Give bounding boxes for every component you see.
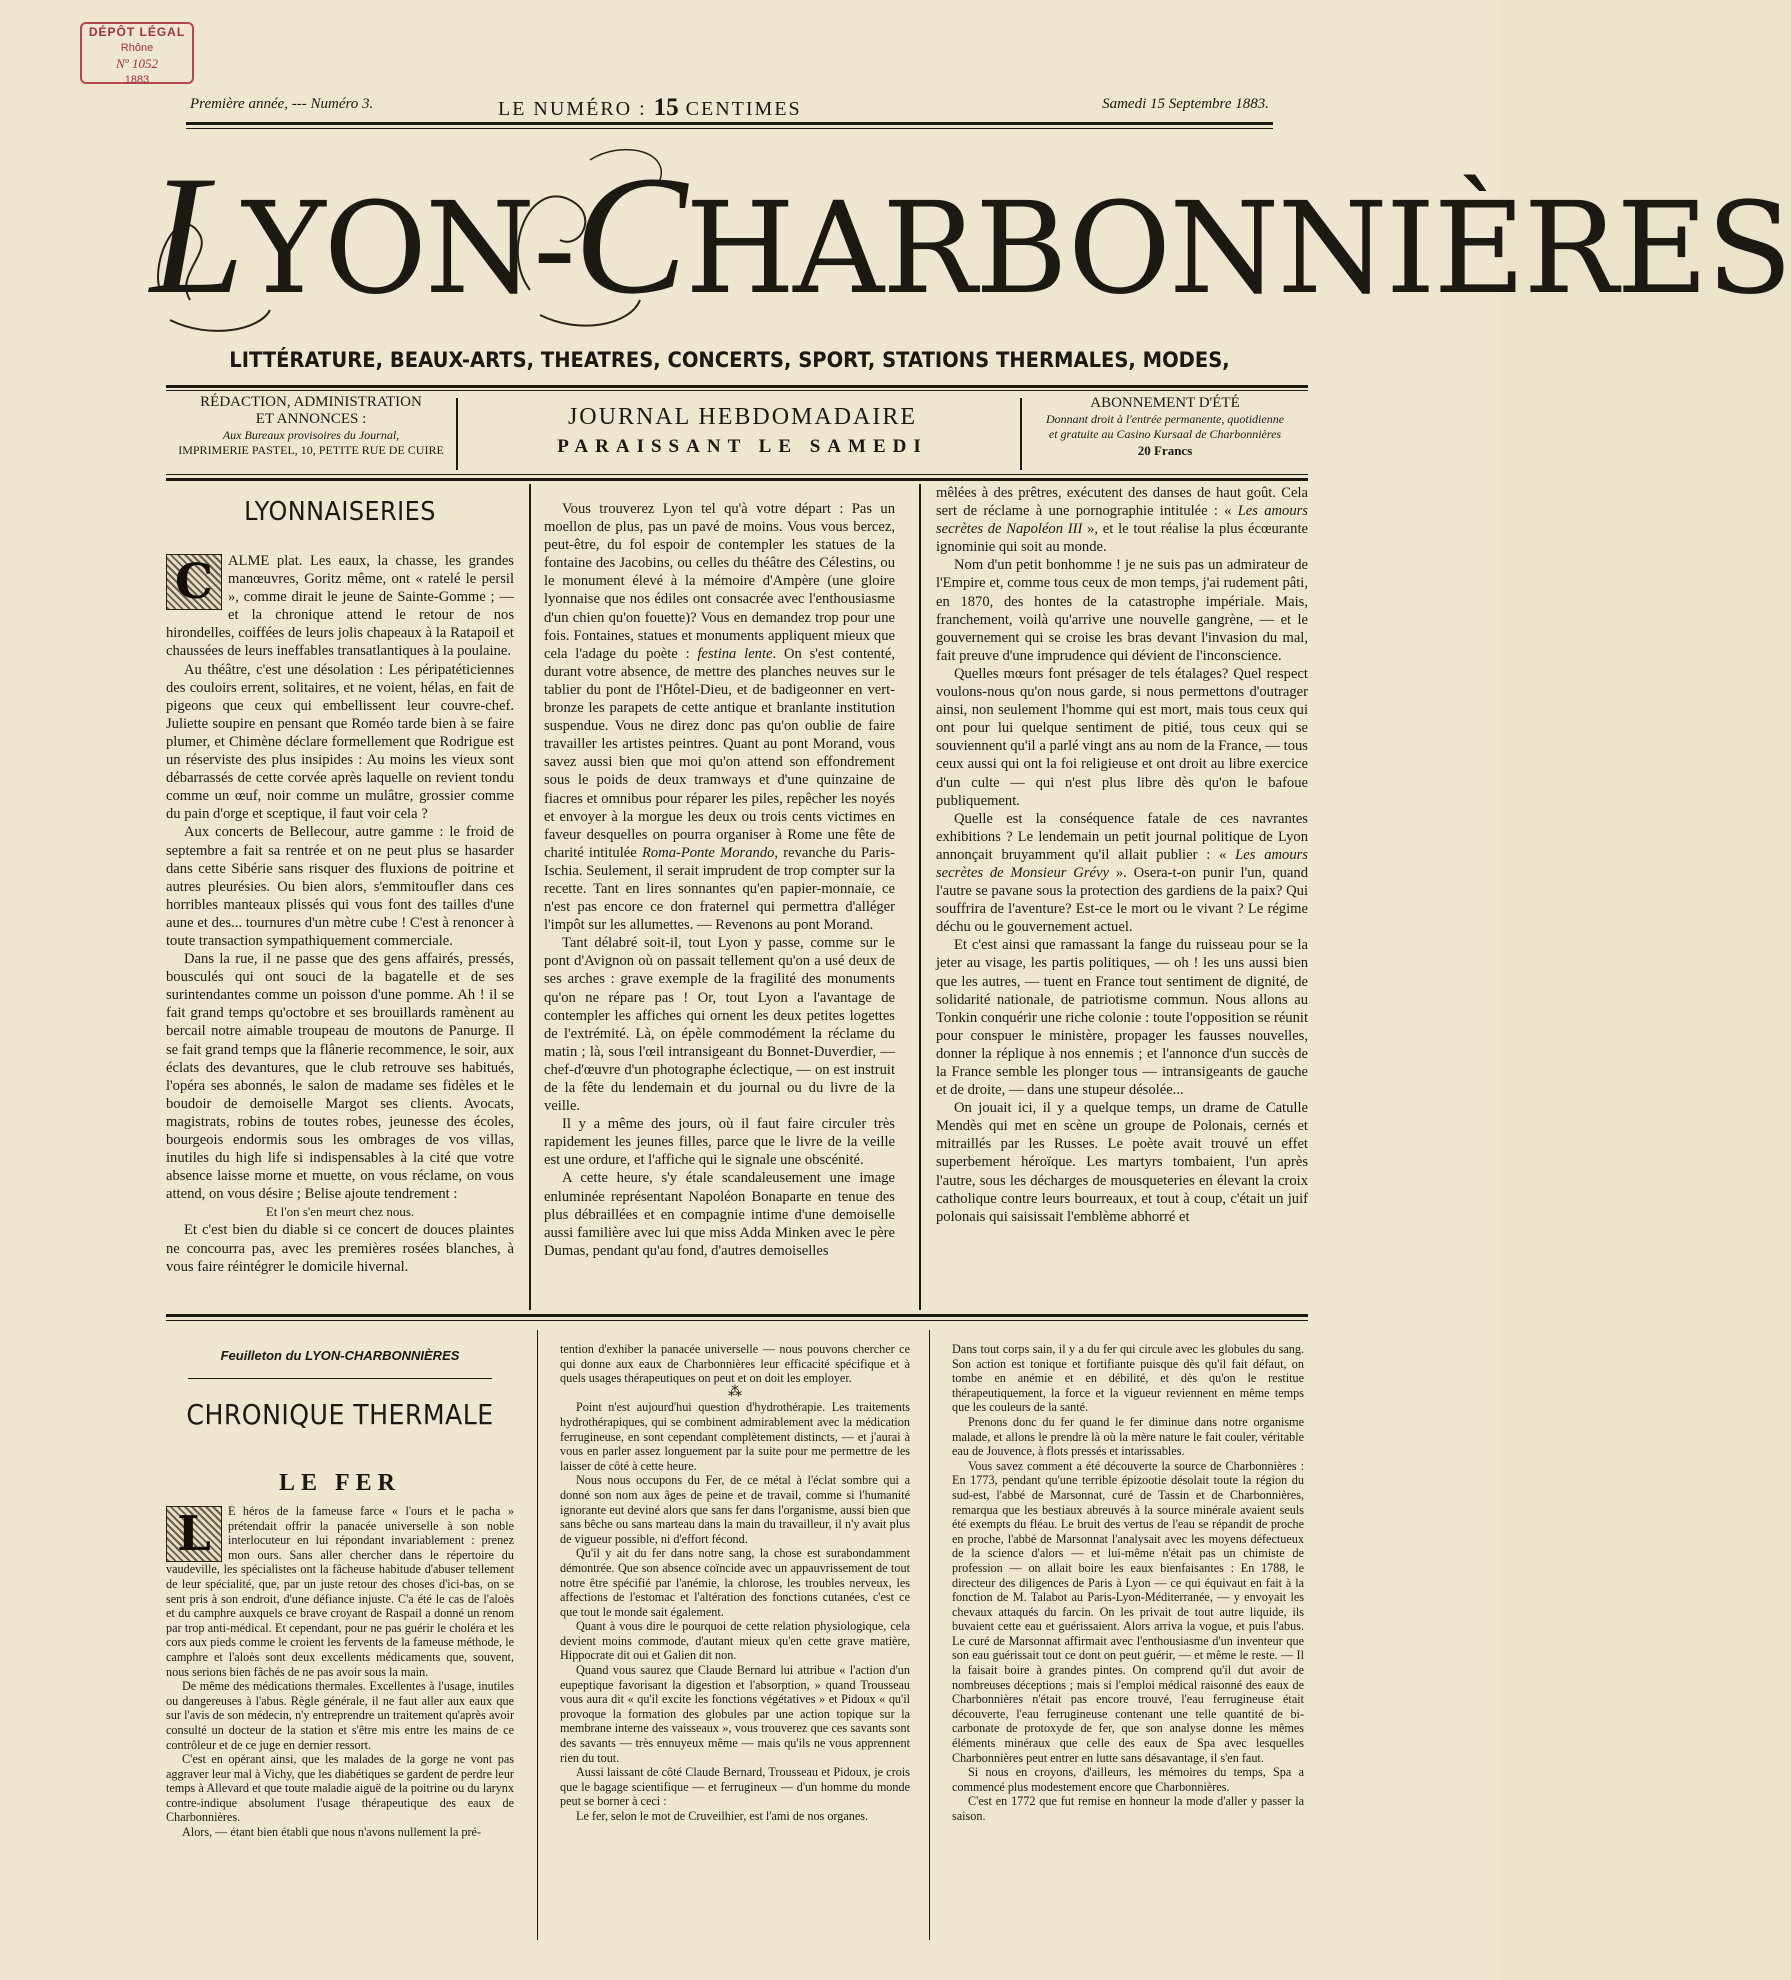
drop-cap-c: C: [166, 554, 222, 610]
legal-deposit-stamp: [80, 22, 194, 84]
newspaper-title: [150, 140, 1791, 344]
feuilleton-f2-p6: Quand vous saurez que Claude Bernard lui attribue « l'action d'un eupeptique favorisant la digestion et l'absorption, » quand Trousseau vous aura dit « qu'il excite les fonctions végétatives » et Pidoux « qu'il provoque la formation des globules par une action topique sur la membrane interne des vaisseaux », vous trouverez que ces savants sont des savants — très ennuyeux même — mais qu'ils ne vous apprennent rien du tout.: [560, 1663, 910, 1765]
info-rule-bottom: [166, 474, 1308, 475]
feuilleton-column-2: [560, 1342, 910, 1824]
issue-number: Première année, --- Numéro 3.: [190, 96, 374, 112]
middle-p1-b: . On s'est contenté, durant votre absence, de mettre des planches neuves sur le tablier du pont de l'Hôtel-Dieu, et de badigeonner en vert-bronze les parapets de cette antique et branlante institution suspendue. Vous ne direz donc pas qu'on oublie de faire travailler les artistes peintres. Quant au pont Morand, vous savez aussi bien que moi qu'on attend son effondrement sous le poids de deux tramways et d'une quinzaine de fiacres et omnibus pour réparer les piles, repêcher les noyés et envoyer à la morgue les deux ou trois cents victimes en faveur desquelles on pourra organiser à Rome une fête de charité intitulée: [544, 645, 895, 861]
right-paragraph-6: On jouait ici, il y a quelque temps, un drame de Catulle Mendès qui met en scène un groupe de Polonais, cernés et mitraillés par les Russes. Le poète avait trouvé un effet superbement héroïque. Les martyrs tombaient, l'un après l'autre, sous les décharges de mousqueteries en élevant la croix catholique contre leurs bourreaux, et tout à coup, c'était un juif polonais qui saisissait l'emblème abhorré et: [936, 1100, 1308, 1225]
lyonnaiseries-p4: Dans la rue, il ne passe que des gens affairés, pressés, bousculés qui ont souci de la bagatelle et de ses surintendantes comme un poisson d'une pomme. Ah ! il se fait grand temps qu'octobre et ses brouillards ramènent au bercail notre aimable troupeau de moutons de Panurge. Il se fait grand temps que la flânerie recommence, le soir, aux éclats des devantures, que le club retrouve ses habitués, l'opéra ses abonnés, le salon de madame ses fidèles et le boudoir de demoiselle Margot ses clients. Avocats, magistrats, robins de toutes robes, jeunesse des écoles, bourgeois endormis sous les ombrages de vos villas, inutiles du high life si indispensables à la cité que votre absence laisse morne et muette, on vous réclame, on vous attend, on vous désire ; Belise ajoute tendrement :: [166, 951, 514, 1203]
info-editorial-a: RÉDACTION, ADMINISTRATION: [200, 394, 422, 410]
lyonnaiseries-p5: Et c'est bien du diable si ce concert de douces plaintes ne concourra pas, avec les premières rosées blanches, à vous faire réintégrer le domicile hivernal.: [166, 1222, 514, 1275]
right-p4-b: ». Osera-t-on punir l'un, quand l'autre se pavane sous la protection des gardiens de la paix? Qui souffrira de l'aventure? Est-ce le mort ou le vivant ? Le régime déchu ou le gouvernement actuel.: [936, 864, 1308, 936]
right-p4-a: Quelle est la conséquence fatale de ces navrantes exhibitions ? Le lendemain un petit journal politique de Lyon annonçait bruyamment qu'il allait publier : «: [936, 810, 1308, 863]
info-journal-type: JOURNAL HEBDOMADAIRE: [567, 404, 918, 430]
feuilleton-f2-p4: Qu'il y ait du fer dans notre sang, la chose est surabondamment démontrée. Que son absence coïncide avec un appauvrissement de tout notre être spécifié par l'anémie, la chlorose, les troubles nerveux, les affections de l'estomac et l'altération des fonctions cutanées, c'est ce que tout le monde sait également.: [560, 1546, 910, 1619]
right-paragraph-2: Nom d'un petit bonhomme ! je ne suis pas un admirateur de l'Empire et, comme tous ceux de mon temps, j'ai rudement pâti, en 1870, des hontes de la catastrophe impériale. Mais, franchement, voilà qu'arrive une nouvelle gangrène, — et le gouvernement qui se croise les bras devant l'invasion du mal, fait preuve d'une imprudence qui dévient de l'inconscience.: [936, 557, 1308, 664]
middle-p1-a: Vous trouverez Lyon tel qu'à votre départ : Pas un moellon de plus, pas un pavé de moins. Vous vous bercez, peut-être, du fol espoir de contempler les statues de la fontaine des Jacobins, ou celles du théâtre des Célestins, ou le monument élevé à la mémoire d'Ampère (une gloire lyonnaise que nos édiles ont consacrée avec l'enthousiasme d'un chien qu'on fouette)? Vous en demandez trop pour une fois. Fontaines, statues et monuments appliquent mieux que cela l'adage du poète :: [544, 501, 895, 662]
info-editorial: [176, 394, 446, 472]
right-paragraph-5: Et c'est ainsi que ramassant la fange du ruisseau pour se la jeter au visage, les partis politiques, — oh ! les uns aussi bien que les autres, — tuent en France tout sentiment de dignité, de solidarité nationale, de patriotisme commun. Nous allons au Tonkin conquérir une riche colonie : toute l'opposition se réunit pour conspuer le ministère, propager les fausses nouvelles, donner la réplique à nos ennemis ; et l'annonce d'un succès de la France semble les plonger tous — intransigeants de gauche et de droite, — dans une stupeur désolée...: [936, 937, 1308, 1099]
info-subscription-price: 20 Francs: [1137, 443, 1193, 458]
feuilleton-p3: C'est en opérant ainsi, que les malades de la gorge ne vont pas aggraver leur mal à Vichy, que les diabétiques se gardent de perdre leur temps à Allevard et que toute maladie aiguë de la poitrine ou du larynx contre-indique absolument l'usage thérapeutique des eaux de Charbonnières.: [166, 1752, 514, 1825]
feuilleton-f3-p3: Vous savez comment a été découverte la source de Charbonnières : En 1773, pendant qu'une terrible épizootie désolait toute la région du sud-est, l'abbé de Marsonnat, curé de Tassin et de Charbonnières, remarqua que les bestiaux abreuvés à la source minérale avaient seuls été exempts du fléau. Le bruit des vertus de l'eau se répandit de proche en proche, l'abbé de Marsonnat l'analysait avec les moyens défectueux de la science d'alors — et lui-même n'était pas un chimiste de profession — on allait boire les eaux bienfaisantes : En 1788, le directeur des diligences de Paris à Lyon — ce qui équivaut en fait à la fonction de M. Talabot au Paris-Lyon-Méditerranée, — y envoyait les chevaux attaqués du farcin. On les privait de tout autre liquide, ils buvaient cette eau et guérissaient. Alors arriva la vogue, et puis l'abus. Le curé de Marsonnat affirmait avec l'enthousiasme d'un inventeur que son eau guérissait tout ce dont on peut guérir, — et même le reste. — Il la faisait boire à grandes pintes. On comprend qu'il dut avoir de nombreuses déceptions ; mais si l'emploi médical raisonné des eaux de Charbonnières n'était pas encore trouvé, l'eau ferrugineuse était découverte, l'eau ferrugineuse contenant une telle quantité de bi-carbonate de protoxyde de fer, que son analyse donne les mêmes éléments minéraux que celle des eaux de Spa avec lesquelles Charbonnières peut entrer en lutte sans désavantage, il s'en faut.: [952, 1458, 1304, 1765]
stamp-title: DÉPÔT LÉGAL: [88, 25, 186, 39]
issue-price: [498, 94, 802, 122]
lyonnaiseries-p2: Au théâtre, c'est une désolation : Les péripatéticiennes des couloirs errent, solitaires, et ne voient, hélas, en fait de pigeons que ceux qui embellissent leur couvre-chef. Juliette soupire en pensant que Roméo tarde bien à se faire plumer, et Chimène déclare formellement que Rodrigue est un réserviste des plus insipides : Au moins les vieux sont débarrassés de cette corvée après laquelle on revient tondu comme un œuf, noir comme un mulâtre, grossier comme du pain d'orge et sceptique, il faut voir cela ?: [166, 661, 514, 823]
issue-line: [186, 94, 1273, 121]
feuilleton-label-rule: [188, 1378, 492, 1379]
stamp-region: Rhône: [120, 42, 154, 54]
lyonnaiseries-column: [166, 552, 514, 1276]
right-p4-title: Les amours secrètes de Monsieur Grévy: [936, 846, 1308, 881]
column-divider-2: [919, 484, 921, 1310]
info-editorial-b: ET ANNONCES :: [255, 411, 367, 427]
middle-paragraph-4: A cette heure, s'y étale scandaleusement une image enluminée représentant Napoléon Bonaparte en tenue des plus débraillées et en compagnie intime d'une demoiselle aussi familière avec lui que miss Adda Minken avec le père Dumas, pendant qu'au fond, d'autres demoiselles: [544, 1170, 895, 1259]
right-p1-a: mêlées à des prêtres, exécutent des danses de haut goût. Cela sert de réclame à une pornographie intitulée : «: [936, 485, 1308, 520]
chronique-heading: CHRONIQUE THERMALE: [186, 1398, 494, 1431]
masthead: [150, 140, 1791, 340]
info-journal-schedule: PARAISSANT LE SAMEDI: [557, 436, 928, 457]
top-rule-thin: [186, 128, 1273, 129]
lyonnaiseries-paragraph: [166, 552, 514, 661]
right-paragraph-4: [936, 810, 1308, 937]
title-initial-l: L: [150, 141, 243, 329]
feuilleton-f3-p2: Prenons donc du fer quand le fer diminue dans notre organisme malade, et allons le prendre là où la mère nature le fait couler, véritable eau de Jouvence, à flots pressés et intarissables.: [952, 1414, 1304, 1459]
feuilleton-label: Feuilleton du LYON-CHARBONNIÈRES: [220, 1348, 460, 1363]
title-initial-c: C: [573, 141, 686, 329]
feuilleton-rule: [166, 1314, 1308, 1317]
lyonnaiseries-p1: ALME plat. Les eaux, la chasse, les grandes manœuvres, Goritz même, ont « ratelé le persil », comme dirait le jeune de Sainte-Gomme ; — et la chronique attend le retour de nos hirondelles, coiffées de leurs jolis chapeaux à la Ratapoil et chaussées de leurs ineffables transatlantiques à la poulaine.: [166, 553, 514, 660]
column-divider-1: [529, 484, 531, 1310]
lyonnaiseries-heading: LYONNAISERIES: [244, 497, 436, 527]
middle-paragraph-1: [544, 500, 895, 934]
feuilleton-p1: E héros de la fameuse farce « l'ours et le pacha » prétendait offrir la panacée universelle à son noble interlocuteur en lui répondant invariablement : prenez mon ours. Sans aller chercher dans le répertoire du vaudeville, les spécialistes ont la fâcheuse habitude d'abuser tellement de leur spécialité, que, par un juste retour des choses d'ici-bas, on se sent pris à son endroit, d'une défiance injuste. C'a été le cas de l'aloès et du camphre auxquels ce brave croyant de Raspail a donné un renom par trop anti-médical. Et cependant, pour ne pas guérir le choléra et les cors aux pieds comme le croient les fervents de la fameuse méthode, le camphre et l'aloès sont deux excellents médicaments que, souvent, nous serions bien fâchés de ne pas avoir sous la main.: [166, 1504, 514, 1679]
middle-p1-quote: festina lente: [697, 645, 773, 662]
info-rule-bottom-thick: [166, 478, 1308, 481]
feuilleton-divider-1: [537, 1330, 538, 1940]
info-editorial-c: Aux Bureaux provisoires du Journal,: [222, 428, 400, 442]
stamp-year: 1883: [124, 74, 150, 86]
feuilleton-f3-p4: Si nous en croyons, d'ailleurs, les mémoires du temps, Spa a commencé plus modestement encore que Charbonnières.: [952, 1765, 1304, 1794]
issue-date: Samedi 15 Septembre 1883.: [1102, 96, 1269, 112]
info-editorial-d: IMPRIMERIE PASTEL, 10, PETITE RUE DE CUIRE: [178, 443, 444, 457]
info-subscription-c: et gratuite au Casino Kursaal de Charbonnières: [1048, 427, 1282, 441]
feuilleton-f2-p1: tention d'exhiber la panacée universelle — nous pouvons chercher ce qui donne aux eaux de Charbonnières leur efficacité spécifique et à quels usages thérapeutiques on peut et on doit les employer.: [560, 1342, 910, 1386]
info-journal: [470, 394, 1015, 472]
stamp-number: Nº 1052: [116, 56, 158, 71]
feuilleton-rule-thin: [166, 1320, 1308, 1321]
feuilleton-f3-p5: C'est en 1772 que fut remise en honneur la mode d'aller y passer la saison.: [952, 1794, 1304, 1823]
top-rule: [186, 122, 1273, 125]
info-rule-top: [166, 385, 1308, 388]
info-subscription-b: Donnant droit à l'entrée permanente, quotidienne: [1045, 412, 1285, 426]
feuilleton-paragraph-1: [166, 1504, 514, 1679]
feuilleton-f2-p5: Quant à vous dire le pourquoi de cette relation physiologique, cela devient moins commode, d'autant mieux qu'en cette grave matière, Hippocrate dit oui et Galien dit non.: [560, 1619, 910, 1663]
middle-paragraph-2: Tant délabré soit-il, tout Lyon y passe, comme sur le pont d'Avignon où on passait tellement qu'on a usé deux de ses arches : grave exemple de la fragilité des monuments qu'on ne répare pas ! Or, tout Lyon a l'avantage de contempler les affiches qui ornent les deux petites logettes de l'extrémité. Là, on épèle commodément la réclame du matin ; là, sous l'œil intransigeant du Bonnet-Duverdier, — chef-d'œuvre d'un photographe éclectique, — on est instruit de la fête du lendemain et du journal ou du livre de la veille.: [544, 935, 895, 1115]
middle-column: [544, 500, 895, 1260]
drop-cap-l: L: [166, 1506, 222, 1562]
le-fer-heading: LE FER: [278, 1470, 401, 1496]
feuilleton-p2: De même des médications thermales. Excellentes à l'usage, inutiles ou dangereuses à l'abus. Règle générale, il ne faut aller aux eaux que sur l'avis de son médecin, n'y entreprendre un traitement qu'après avoir consulté un docteur de la station et s'être mis entre les mains de ce contrôleur et de ce juge en dernier ressort.: [166, 1679, 514, 1752]
info-subscription-a: ABONNEMENT D'ÉTÉ: [1090, 395, 1240, 411]
lyonnaiseries-p3: Aux concerts de Bellecour, autre gamme : le froid de septembre a fait sa rentrée et on ne peut plus se hasarder dans cette Sibérie sans risquer des fluxions de poitrine et autres pleurésies. Ou bien alors, s'emmitoufler dans ces horribles manteaux plissés qui vous font des tailles d'une aune et des... tournures d'un mètre cube ! C'est à renoncer à toute transaction sympathiquement commerciale.: [166, 824, 514, 949]
right-p1-b: », et le tout réalise la plus écœurante ignominie qui soit au monde.: [936, 521, 1308, 556]
middle-paragraph-3: Il y a même des jours, où il faut faire circuler très rapidement les jeunes filles, parce que le livre de la veille est une ordure, et l'affiche qui le signale une obscénité.: [544, 1116, 895, 1169]
title-part-b: HARBONNIÈRES: [685, 175, 1791, 322]
feuilleton-f2-p2: Point n'est aujourd'hui question d'hydrothérapie. Les traitements hydrothérapiques, qui se combinent admirablement avec la médication ferrugineuse, en sont cependant complètement distincts, — et j'aurai à vous en parler assez longuement par la suite pour me permettre de les laisser de côté à cette heure.: [560, 1400, 910, 1473]
middle-p1-title: Roma-Ponte Morando: [641, 844, 775, 861]
price-value: 15: [653, 94, 679, 121]
lyonnaiseries-verse: Et l'on s'en meurt chez nous.: [265, 1204, 415, 1220]
price-label-a: LE NUMÉRO :: [498, 98, 654, 120]
asterism: ⁂: [728, 1384, 742, 1400]
feuilleton-column-1: [166, 1504, 514, 1840]
feuilleton-f2-p7: Aussi laissant de côté Claude Bernard, Trousseau et Pidoux, je crois que le bagage scientifique — et ferrugineux — d'un homme du monde peut se borner à ceci :: [560, 1765, 910, 1809]
feuilleton-f2-p8: Le fer, selon le mot de Cruveilhier, est l'ami de nos organes.: [576, 1809, 869, 1823]
feuilleton-p4: Alors, — étant bien établi que nous n'avons nullement la pré-: [182, 1825, 482, 1840]
price-label-b: CENTIMES: [678, 98, 802, 120]
subtitle: LITTÉRATURE, BEAUX-ARTS, THEATRES, CONCERTS, SPORT, STATIONS THERMALES, MODES,: [229, 348, 1230, 372]
right-paragraph-3: Quelles mœurs font présager de tels étalages? Quel respect voulons-nous qu'on nous garde, si nous permettons d'outrager ainsi, non seulement l'homme qui est mort, mais tous ceux qui ont pour lui quelque sentiment de pitié, tous ceux qui se souviennent qu'il a parlé vingt ans au nom de la France, — tous ceux aussi qui ont la foi religieuse et ont droit au libre exercice d'un culte — qui n'est plus libre dès qu'on le bafoue publiquement.: [936, 665, 1308, 809]
feuilleton-f3-p1: Dans tout corps sain, il y a du fer qui circule avec les globules du sang. Son action est tonique et fortifiante puisque dès qu'il fait défaut, on tombe en anémie et en débilité, et dès qu'on le restitue thérapeutiquement, la force et la vigueur reviennent en même temps que les couleurs de la santé.: [952, 1342, 1304, 1415]
info-rule-top-thin: [166, 390, 1308, 391]
info-subscription: [1030, 394, 1300, 472]
right-column: [936, 484, 1308, 1226]
title-part-a: YON-: [242, 175, 574, 322]
info-divider-2: [1020, 398, 1022, 470]
right-paragraph-1: [936, 484, 1308, 556]
feuilleton-f2-p3: Nous nous occupons du Fer, de ce métal à l'éclat sombre qui a donné son nom aux âges de peine et de travail, comme si l'humanité ignorante eut deviné alors que sans fer dans l'organisme, aussi bien que sans bêche ou sans marteau dans la main du travailleur, il n'y avait plus de vigueur possible, ni d'effort fécond.: [560, 1473, 910, 1546]
feuilleton-column-3: [952, 1342, 1304, 1824]
feuilleton-divider-2: [929, 1330, 930, 1940]
info-divider-1: [456, 398, 458, 470]
right-p1-title: Les amours secrètes de Napoléon III: [936, 503, 1308, 538]
middle-p1-c: , revanche du Paris-Ischia. Seulement, il serait imprudent de trop compter sur la recette. Tant en lires sonnantes qu'en papier-monnaie, ce n'est pas encore ce don fraternel qui permettra d'alléger l'impôt sur les allumettes. — Revenons au pont Morand.: [544, 844, 895, 934]
